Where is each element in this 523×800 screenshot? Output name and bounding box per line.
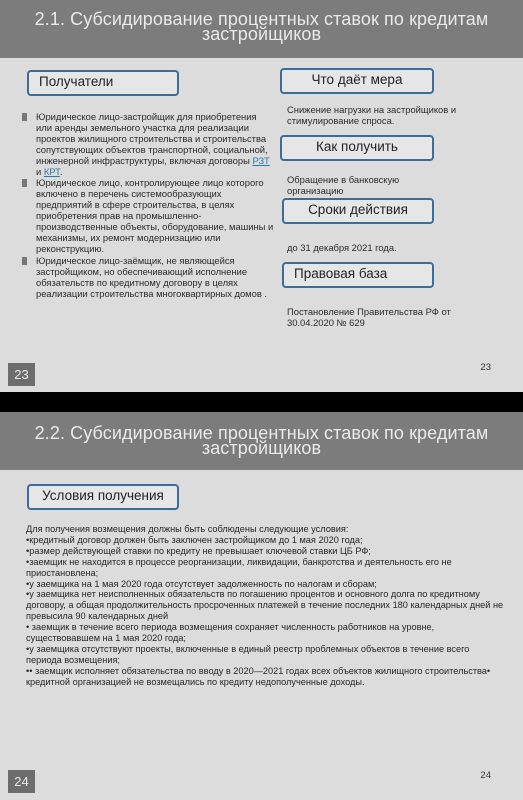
slide-header xyxy=(0,412,523,470)
list-item-end: . xyxy=(59,165,63,177)
page-number: 24 xyxy=(480,770,491,781)
slide-24 xyxy=(0,412,523,800)
recipients-label-box xyxy=(27,70,179,96)
measure-label: Что даёт мера xyxy=(311,72,403,87)
measure-label-box xyxy=(280,68,434,94)
legal-text: Постановление Правительства РФ от 30.04.2020 № 629 xyxy=(287,306,451,328)
list-item: •размер действующей ставки по кредиту не превышает ключевой ставки ЦБ РФ; xyxy=(26,545,371,556)
legal-label-box xyxy=(282,262,434,288)
list-item-sep: и xyxy=(36,165,44,177)
slide-title xyxy=(0,9,523,44)
legal-label: Правовая база xyxy=(294,266,388,281)
how-label-box xyxy=(280,135,434,161)
page-number: 23 xyxy=(480,362,491,373)
bullet-icon xyxy=(22,113,27,121)
conditions-text xyxy=(26,524,504,688)
slide-title xyxy=(0,423,523,458)
krt-link[interactable]: КРТ xyxy=(43,165,60,177)
slide-23 xyxy=(0,0,523,392)
recipients-label: Получатели xyxy=(39,74,114,89)
slide-title-line1: 2.2. Субсидирование процентных ставок по кредитам xyxy=(34,423,489,443)
list-item-text: Юридическое лицо-застройщик для приобретения или аренды земельного участка для реализации проектов жилищного строительства и строительства сопутствующих объектов транспортной, социальной, инженерной инфраструктуры, включая договоры xyxy=(36,111,268,166)
list-item xyxy=(22,178,274,254)
measure-text: Снижение нагрузки на застройщиков и стимулирование спроса. xyxy=(287,104,457,126)
slide-title-line1: 2.1. Субсидирование процентных ставок по кредитам xyxy=(34,9,489,29)
list-item xyxy=(22,112,274,177)
slide-title-line2: застройщиков xyxy=(201,438,322,458)
list-item: •у заемщика нет неисполненных обязательств по погашению процентов и основного долга по кредитному договору, а общая продолжительность просроченных платежей в течение последних 180 календарных дней не превысила 90 календарных дней xyxy=(26,589,504,622)
how-label: Как получить xyxy=(316,139,398,154)
list-item-text: Юридическое лицо-заёмщик, не являющейся застройщиком, но обеспечивающий исполнение обязательств по кредитному договору в целях реализации строительства многоквартирных домов . xyxy=(36,254,268,299)
conditions-label-box xyxy=(27,484,179,510)
rzt-link[interactable]: РЗТ xyxy=(252,154,270,166)
list-item-text: Юридическое лицо, контролирующее лицо которого включено в перечень системообразующих предприятий в сфере строительства, в целях приобретения прав на промышленно-производственные объекты, оборудование, машины и механизмы, их ремонт модернизацию или реконструкцию. xyxy=(36,177,274,254)
slide-header xyxy=(0,0,523,58)
term-label-box xyxy=(282,198,434,224)
list-item: • заемщик в течение всего периода возмещения сохраняет численность работников на уровне, существовавшем на 1 мая 2020 года; xyxy=(26,622,435,644)
bullet-icon xyxy=(22,179,27,187)
list-item: •заемщик не находится в процессе реорганизации, ликвидации, банкротства и деятельность его не приостановлена; xyxy=(26,556,452,578)
conditions-label: Условия получения xyxy=(42,488,164,503)
list-item: •• заемщик исполняет обязательства по вводу в 2020—2021 годах всех объектов жилищного строительства• кредитной организацией не возмещались по кредиту недополученные доходы. xyxy=(26,665,491,687)
page-badge: 23 xyxy=(8,363,35,386)
page-badge: 24 xyxy=(8,770,35,793)
how-text: Обращение в банковскую организацию xyxy=(287,174,400,196)
list-item: •у заемщика на 1 мая 2020 года отсутствует задолженность по налогам и сборам; xyxy=(26,578,377,589)
term-label: Сроки действия xyxy=(308,202,408,217)
slide-title-line2: застройщиков xyxy=(201,24,322,44)
recipients-list xyxy=(22,112,274,300)
bullet-icon xyxy=(22,257,27,265)
list-item: •кредитный договор должен быть заключен застройщиком до 1 мая 2020 года; xyxy=(26,534,363,545)
list-item: •у заемщика отсутствуют проекты, включенные в единый реестр проблемных объектов в течение всего периода возмещения; xyxy=(26,643,470,665)
list-item xyxy=(22,256,274,300)
conditions-intro: Для получения возмещения должны быть соблюдены следующие условия: xyxy=(26,524,349,534)
term-text: до 31 декабря 2021 года. xyxy=(287,242,397,253)
